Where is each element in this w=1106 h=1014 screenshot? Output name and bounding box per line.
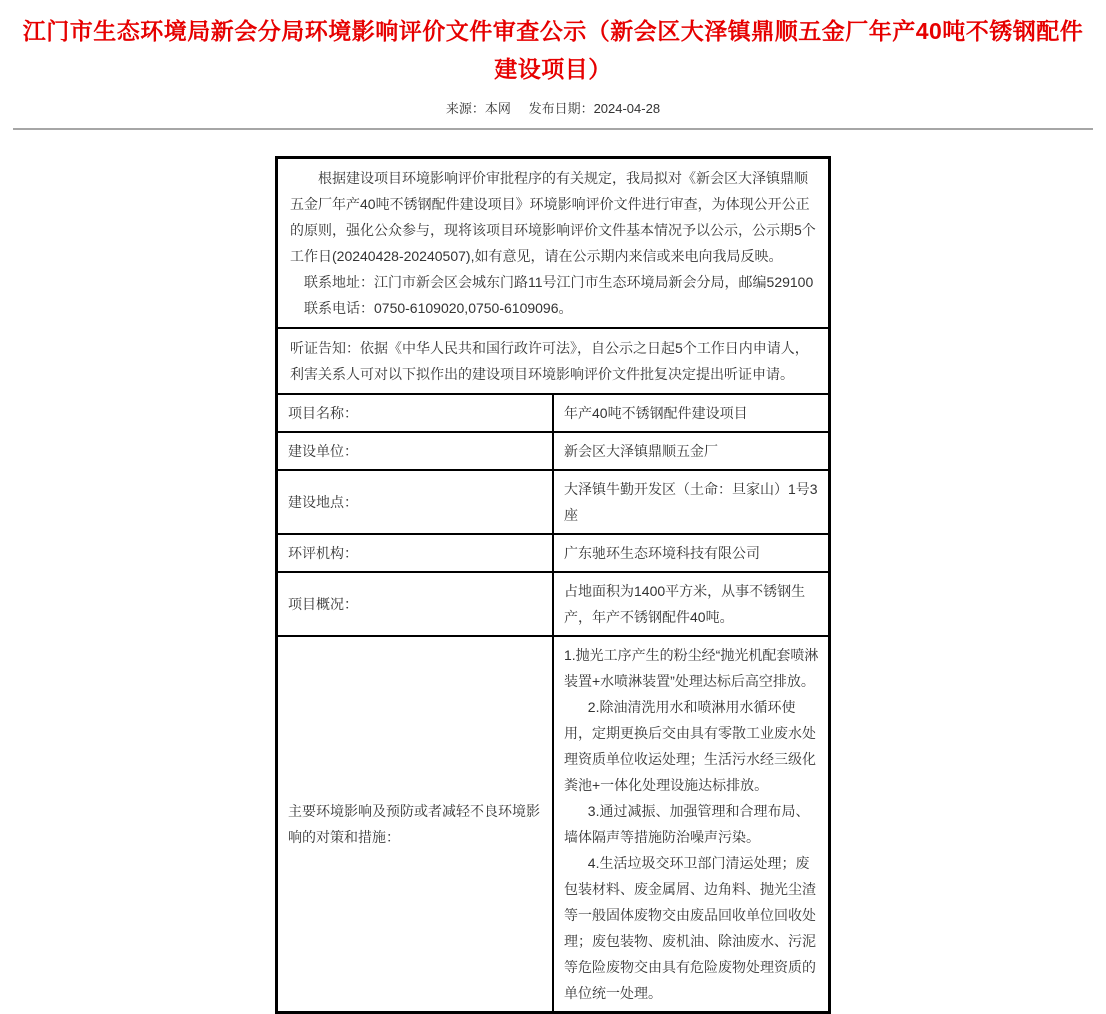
contact-address: 联系地址：江门市新会区会城东门路11号江门市生态环境局新会分局，邮编529100 [304,274,814,290]
measures-cell [553,636,830,1013]
field-label-construction-site: 建设地点： [277,470,554,534]
field-row-construction-site [277,470,830,534]
field-value-eia-agency: 广东驰环生态环境科技有限公司 [553,534,830,572]
measure-item-4: 4.生活垃圾交环卫部门清运处理；废包装材料、废金属屑、边角料、抛光尘渣等一般固体废物交由废品回收单位回收处理；废包装物、废机油、除油废水、污泥等危险废物交由具有危险废物处理资质的单位统一处理。 [564,855,816,1001]
measure-item-1: 1.抛光工序产生的粉尘经“抛光机配套喷淋装置+水喷淋装置”处理达标后高空排放。 [564,647,819,689]
article-meta [0,100,1106,118]
field-row-construction-unit [277,432,830,470]
measure-item-2: 2.除油清洗用水和喷淋用水循环使用，定期更换后交由具有零散工业废水处理资质单位收运处理；生活污水经三级化粪池+一体化处理设施达标排放。 [564,699,816,793]
field-value-project-name: 年产40吨不锈钢配件建设项目 [553,394,830,432]
field-row-eia-agency [277,534,830,572]
measures-row [277,636,830,1013]
field-row-project-name [277,394,830,432]
page-title: 江门市生态环境局新会分局环境影响评价文件审查公示（新会区大泽镇鼎顺五金厂年产40吨不锈钢配件建设项目） [22,18,1084,82]
measures-label: 主要环境影响及预防或者减轻不良环境影响的对策和措施： [277,636,554,1013]
intro-cell [277,158,830,329]
publish-date-label: 发布日期：2024-04-28 [528,101,661,116]
field-label-eia-agency: 环评机构： [277,534,554,572]
intro-row [277,158,830,329]
hearing-notice-row [277,328,830,394]
field-label-project-overview: 项目概况： [277,572,554,636]
header-divider [13,128,1093,130]
field-label-construction-unit: 建设单位： [277,432,554,470]
contact-phone: 联系电话：0750-6109020,0750-6109096。 [304,300,573,316]
field-row-project-overview [277,572,830,636]
intro-paragraph: 根据建设项目环境影响评价审批程序的有关规定，我局拟对《新会区大泽镇鼎顺五金厂年产40吨不锈钢配件建设项目》环境影响评价文件进行审查，为体现公开公正的原则，强化公众参与，现将该项目环境影响评价文件基本情况予以公示，公示期5个工作日(20240428-20240507),如有意见，请在公示期内来信或来电向我局反映。 [290,170,816,264]
field-value-project-overview: 占地面积为1400平方米，从事不锈钢生产，年产不锈钢配件40吨。 [553,572,830,636]
measure-item-3: 3.通过减振、加强管理和合理布局、墙体隔声等措施防治噪声污染。 [564,803,810,845]
hearing-notice-cell [277,328,830,394]
source-label: 来源：本网 [445,101,511,116]
hearing-notice-text: 听证告知：依据《中华人民共和国行政许可法》，自公示之日起5个工作日内申请人，利害关系人可对以下拟作出的建设项目环境影响评价文件批复决定提出听证申请。 [290,340,809,382]
notice-table-container [0,156,1106,1014]
notice-table [275,156,831,1014]
field-value-construction-unit: 新会区大泽镇鼎顺五金厂 [553,432,830,470]
field-label-project-name: 项目名称： [277,394,554,432]
field-value-construction-site: 大泽镇牛勤开发区（土命：旦家山）1号3座 [553,470,830,534]
